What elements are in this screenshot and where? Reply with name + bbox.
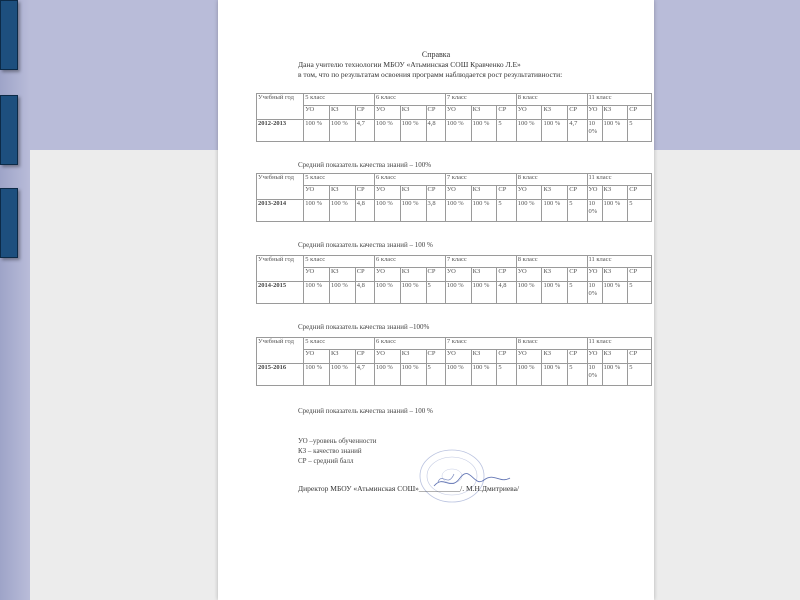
metric-header: УО xyxy=(304,268,330,282)
grade-header: 7 класс xyxy=(445,174,516,186)
value-cell: 100 % xyxy=(400,364,426,386)
metric-header: СР xyxy=(497,186,516,200)
value-cell: 100 % xyxy=(329,364,355,386)
metric-header: УО xyxy=(587,350,602,364)
value-cell: 3,8 xyxy=(426,200,445,222)
legend-item-kz: КЗ – качество знаний xyxy=(298,447,362,455)
value-cell: 100 % xyxy=(445,282,471,304)
value-cell: 4,7 xyxy=(355,364,374,386)
metric-header: КЗ xyxy=(542,350,568,364)
value-cell: 100 % xyxy=(542,120,568,142)
metric-header: КЗ xyxy=(400,106,426,120)
value-cell: 100 % xyxy=(304,120,330,142)
grade-header: 8 класс xyxy=(516,174,587,186)
value-cell: 10 0% xyxy=(587,364,602,386)
year-header: Учебный год xyxy=(257,338,304,364)
value-cell: 100 % xyxy=(375,200,401,222)
value-cell: 100 % xyxy=(329,282,355,304)
metric-header: СР xyxy=(568,186,587,200)
value-cell: 100 % xyxy=(542,282,568,304)
slide-tab-3 xyxy=(0,188,18,258)
grade-header: 8 класс xyxy=(516,256,587,268)
value-cell: 4,8 xyxy=(426,120,445,142)
value-cell: 4,8 xyxy=(355,200,374,222)
value-cell: 100 % xyxy=(304,364,330,386)
metric-header: КЗ xyxy=(471,106,497,120)
metric-header: УО xyxy=(516,186,542,200)
metric-header: КЗ xyxy=(471,350,497,364)
director-signature-line: Директор МБОУ «Атьминская СОШ»___________/. М.Н.Дмитриева/ xyxy=(298,484,520,493)
value-cell: 100 % xyxy=(602,364,628,386)
year-header: Учебный год xyxy=(257,94,304,120)
value-cell: 100 % xyxy=(400,200,426,222)
value-cell: 100 % xyxy=(542,364,568,386)
metric-header: УО xyxy=(375,186,401,200)
grade-header: 5 класс xyxy=(304,256,375,268)
metric-header: СР xyxy=(628,186,652,200)
metric-header: УО xyxy=(375,350,401,364)
slide-tab-2 xyxy=(0,95,18,165)
value-cell: 100 % xyxy=(471,120,497,142)
intro-line-1: Дана учителю технологии МБОУ «Атьминская СОШ Кравченко Л.Е» xyxy=(298,60,521,69)
value-cell: 100 % xyxy=(542,200,568,222)
metric-header: КЗ xyxy=(471,268,497,282)
grade-header: 11 класс xyxy=(587,174,651,186)
grade-header: 8 класс xyxy=(516,338,587,350)
results-table xyxy=(256,93,652,142)
metric-header: СР xyxy=(355,350,374,364)
value-cell: 4,8 xyxy=(355,282,374,304)
metric-header: СР xyxy=(355,268,374,282)
value-cell: 4,7 xyxy=(355,120,374,142)
metric-header: СР xyxy=(355,186,374,200)
grade-header: 5 класс xyxy=(304,94,375,106)
metric-header: СР xyxy=(568,268,587,282)
metric-header: СР xyxy=(426,268,445,282)
grade-header: 11 класс xyxy=(587,256,651,268)
year-cell: 2015-2016 xyxy=(257,364,304,386)
value-cell: 5 xyxy=(628,120,652,142)
metric-header: СР xyxy=(568,106,587,120)
grade-header: 6 класс xyxy=(375,256,446,268)
year-header: Учебный год xyxy=(257,174,304,200)
value-cell: 100 % xyxy=(329,120,355,142)
metric-header: УО xyxy=(587,268,602,282)
metric-header: СР xyxy=(426,350,445,364)
metric-header: СР xyxy=(426,106,445,120)
slide-tab-1 xyxy=(0,0,18,70)
value-cell: 100 % xyxy=(602,120,628,142)
metric-header: КЗ xyxy=(329,186,355,200)
grade-header: 11 класс xyxy=(587,338,651,350)
value-cell: 100 % xyxy=(516,200,542,222)
metric-header: КЗ xyxy=(329,268,355,282)
value-cell: 100 % xyxy=(471,364,497,386)
metric-header: СР xyxy=(628,350,652,364)
value-cell: 5 xyxy=(426,364,445,386)
legend-item-sr: СР – средний балл xyxy=(298,457,354,465)
left-strip xyxy=(0,0,30,600)
metric-header: КЗ xyxy=(400,268,426,282)
metric-header: УО xyxy=(516,350,542,364)
value-cell: 5 xyxy=(628,200,652,222)
metric-header: УО xyxy=(445,268,471,282)
grade-header: 6 класс xyxy=(375,174,446,186)
grade-header: 6 класс xyxy=(375,338,446,350)
metric-header: СР xyxy=(568,350,587,364)
value-cell: 100 % xyxy=(445,120,471,142)
metric-header: КЗ xyxy=(542,106,568,120)
year-cell: 2013-2014 xyxy=(257,200,304,222)
metric-header: КЗ xyxy=(602,186,628,200)
metric-header: КЗ xyxy=(400,186,426,200)
metric-header: СР xyxy=(497,268,516,282)
metric-header: УО xyxy=(516,268,542,282)
results-table xyxy=(256,255,652,304)
grade-header: 7 класс xyxy=(445,256,516,268)
metric-header: УО xyxy=(445,186,471,200)
grade-header: 8 класс xyxy=(516,94,587,106)
quality-summary: Средний показатель качества знаний –100% xyxy=(298,323,430,331)
metric-header: КЗ xyxy=(542,268,568,282)
value-cell: 100 % xyxy=(471,200,497,222)
legend xyxy=(298,436,376,466)
intro-line-2: в том, что по результатам освоения программ наблюдается рост результативности: xyxy=(298,70,563,79)
value-cell: 100 % xyxy=(445,200,471,222)
value-cell: 100 % xyxy=(329,200,355,222)
metric-header: КЗ xyxy=(542,186,568,200)
value-cell: 4,8 xyxy=(497,282,516,304)
value-cell: 5 xyxy=(568,200,587,222)
value-cell: 100 % xyxy=(304,200,330,222)
value-cell: 5 xyxy=(568,364,587,386)
metric-header: СР xyxy=(355,106,374,120)
seal-stamp-icon xyxy=(414,444,514,504)
value-cell: 100 % xyxy=(602,282,628,304)
grade-header: 7 класс xyxy=(445,338,516,350)
grade-header: 7 класс xyxy=(445,94,516,106)
year-cell: 2014-2015 xyxy=(257,282,304,304)
quality-summary: Средний показатель качества знаний – 100 % xyxy=(298,407,433,415)
value-cell: 100 % xyxy=(516,120,542,142)
results-table xyxy=(256,337,652,386)
results-table xyxy=(256,173,652,222)
value-cell: 10 0% xyxy=(587,120,602,142)
metric-header: КЗ xyxy=(602,268,628,282)
value-cell: 100 % xyxy=(445,364,471,386)
metric-header: СР xyxy=(628,106,652,120)
metric-header: КЗ xyxy=(329,106,355,120)
metric-header: УО xyxy=(587,106,602,120)
metric-header: УО xyxy=(304,350,330,364)
metric-header: КЗ xyxy=(602,106,628,120)
value-cell: 100 % xyxy=(602,200,628,222)
metric-header: КЗ xyxy=(400,350,426,364)
document-title: Справка xyxy=(421,50,451,59)
metric-header: УО xyxy=(587,186,602,200)
grade-header: 5 класс xyxy=(304,338,375,350)
value-cell: 10 0% xyxy=(587,282,602,304)
value-cell: 10 0% xyxy=(587,200,602,222)
metric-header: СР xyxy=(628,268,652,282)
metric-header: УО xyxy=(375,268,401,282)
value-cell: 5 xyxy=(628,282,652,304)
metric-header: УО xyxy=(445,106,471,120)
value-cell: 4,7 xyxy=(568,120,587,142)
value-cell: 5 xyxy=(568,282,587,304)
metric-header: КЗ xyxy=(329,350,355,364)
quality-summary: Средний показатель качества знаний – 100 % xyxy=(298,241,433,249)
grade-header: 6 класс xyxy=(375,94,446,106)
value-cell: 100 % xyxy=(516,364,542,386)
value-cell: 100 % xyxy=(375,364,401,386)
legend-item-uo: УО –уровень обученности xyxy=(298,437,377,445)
value-cell: 100 % xyxy=(400,120,426,142)
value-cell: 100 % xyxy=(516,282,542,304)
value-cell: 5 xyxy=(497,200,516,222)
value-cell: 100 % xyxy=(375,282,401,304)
grade-header: 11 класс xyxy=(587,94,651,106)
value-cell: 100 % xyxy=(471,282,497,304)
metric-header: СР xyxy=(497,350,516,364)
quality-summary: Средний показатель качества знаний – 100% xyxy=(298,161,432,169)
metric-header: КЗ xyxy=(602,350,628,364)
grade-header: 5 класс xyxy=(304,174,375,186)
value-cell: 5 xyxy=(497,120,516,142)
value-cell: 100 % xyxy=(375,120,401,142)
value-cell: 5 xyxy=(497,364,516,386)
metric-header: КЗ xyxy=(471,186,497,200)
year-cell: 2012-2013 xyxy=(257,120,304,142)
year-header: Учебный год xyxy=(257,256,304,282)
metric-header: УО xyxy=(445,350,471,364)
metric-header: СР xyxy=(426,186,445,200)
value-cell: 5 xyxy=(426,282,445,304)
metric-header: СР xyxy=(497,106,516,120)
metric-header: УО xyxy=(516,106,542,120)
metric-header: УО xyxy=(304,106,330,120)
metric-header: УО xyxy=(375,106,401,120)
value-cell: 5 xyxy=(628,364,652,386)
metric-header: УО xyxy=(304,186,330,200)
value-cell: 100 % xyxy=(400,282,426,304)
value-cell: 100 % xyxy=(304,282,330,304)
scanned-document xyxy=(218,0,654,600)
